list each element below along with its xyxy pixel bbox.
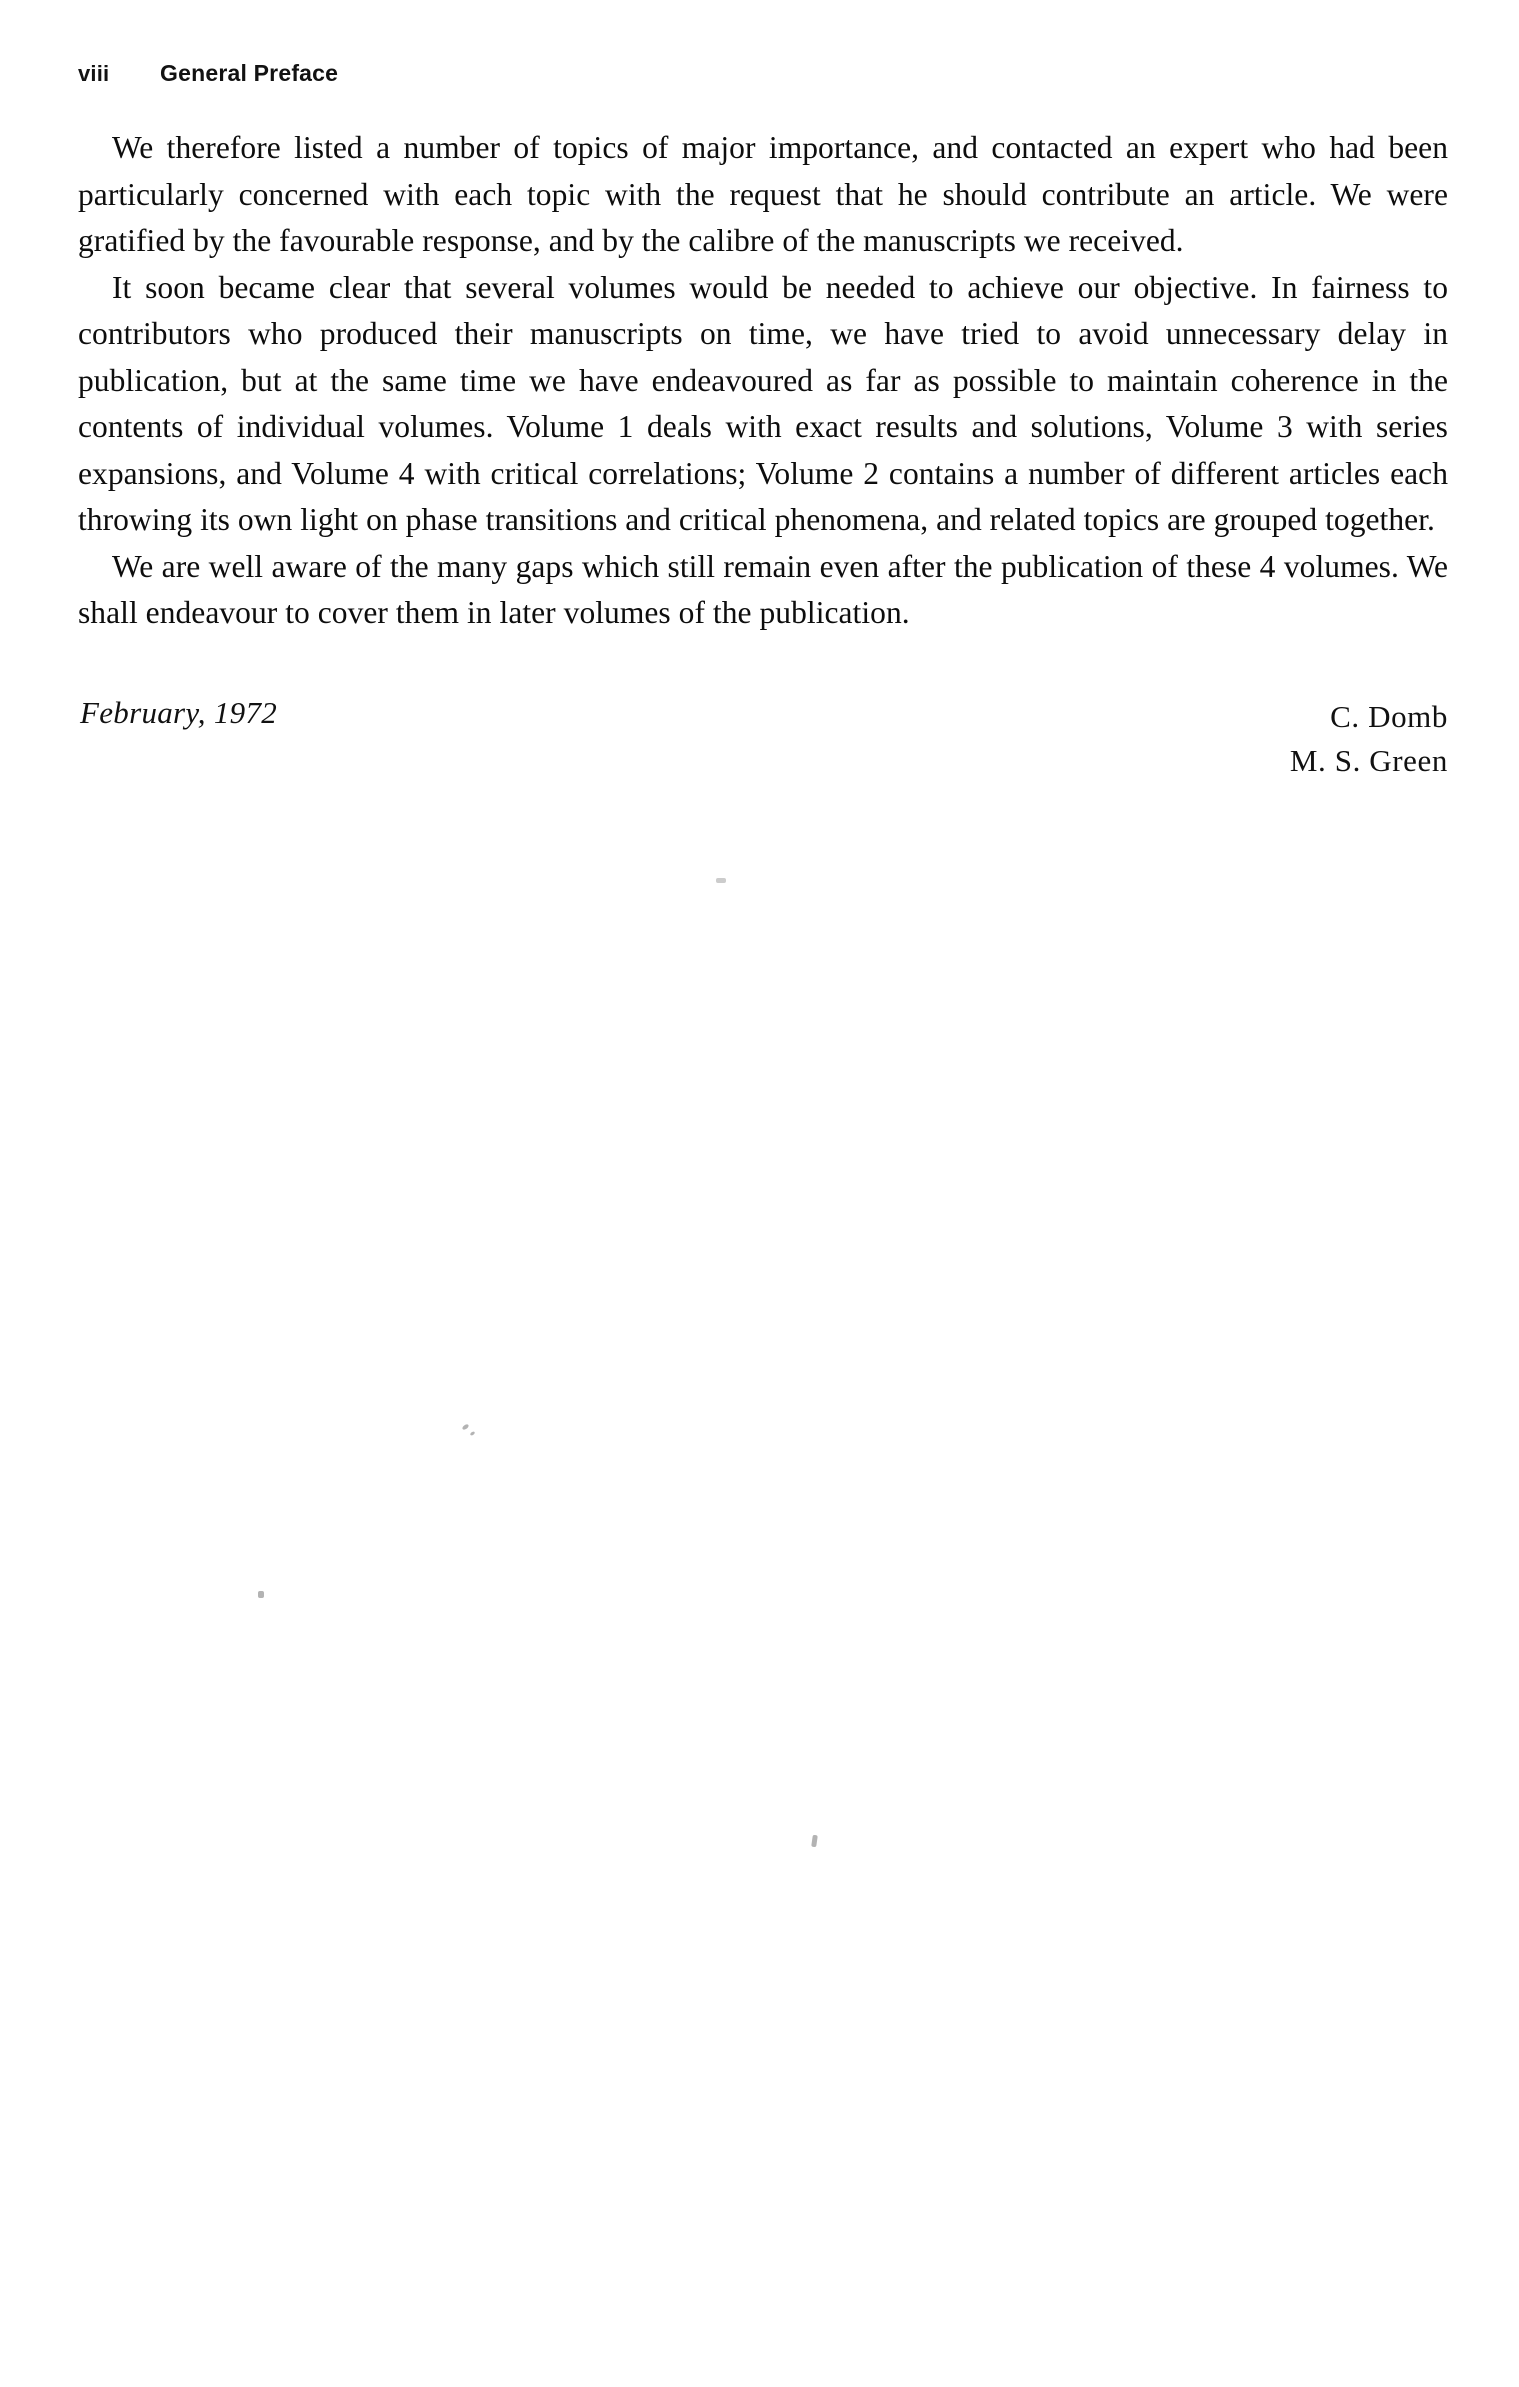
signature-name: C. Domb (1330, 698, 1448, 734)
paragraph: We therefore listed a number of topics of major importance, and contacted an expert who had been particularly concerned with each topic with the request that he should contribute an article. We were gratified by the favourable response, and by the calibre of the manuscripts we received. (78, 130, 1448, 258)
scan-artifact (811, 1835, 818, 1848)
paragraph: It soon became clear that several volumes would be needed to achieve our objective. In fairness to contributors who produced their manuscripts on time, we have tried to avoid unnecessary delay in publication, but at the same time we have endeavoured as far as possible to maintain coherence in the contents of individual volumes. Volume 1 deals with exact results and solutions, Volume 3 with series expansions, and Volume 4 with critical correlations; Volume 2 contains a number of different articles each throwing its own light on phase transitions and critical phenomena, and related topics are grouped together. (78, 269, 1448, 537)
body-text (78, 125, 1448, 637)
scan-artifact (470, 1431, 476, 1436)
page-number: viii (78, 61, 110, 86)
scan-artifact (716, 878, 726, 883)
scan-artifact (258, 1591, 264, 1598)
signature-block (78, 695, 1448, 805)
signature-date: February, 1972 (80, 694, 278, 730)
paragraph: We are well aware of the many gaps which still remain even after the publication of these 4 volumes. We shall endeavour to cover them in later volumes of the publication. (78, 548, 1448, 630)
running-head (78, 60, 1448, 87)
signature-names (1290, 695, 1448, 783)
scan-artifact (461, 1423, 469, 1430)
signature-name: M. S. Green (1289, 742, 1448, 778)
running-head-title: General Preface (160, 60, 339, 86)
page-content (78, 60, 1448, 805)
